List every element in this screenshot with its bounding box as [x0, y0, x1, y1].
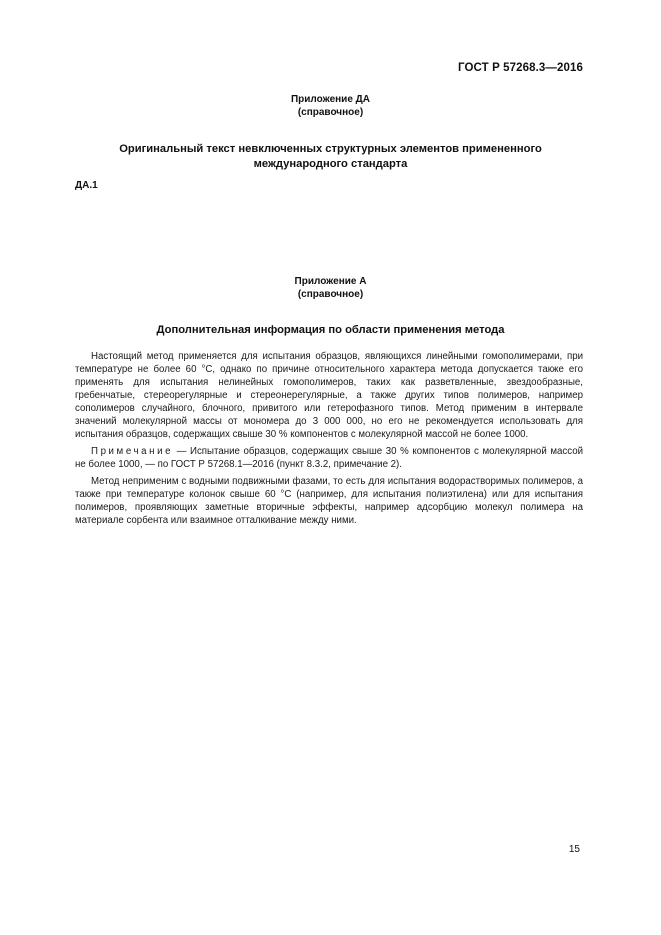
appendix-da-item-label: ДА.1 [75, 180, 98, 191]
appendix-a-body [75, 350, 583, 527]
note-label: Примечание [91, 446, 174, 457]
note-text: — Испытание образцов, содержащих свыше 30 % компонентов с молекулярной массой не более 1000, — по ГОСТ Р 57268.1—2016 (пункт 8.3.2, примечание 2). [75, 446, 583, 470]
appendix-da-title-block [0, 93, 661, 119]
appendix-da-heading [0, 142, 661, 172]
appendix-da-title: Приложение ДА [290, 94, 371, 105]
appendix-a-title-block [0, 275, 661, 301]
appendix-da-heading-line1: Оригинальный текст невключенных структурных элементов примененного [119, 143, 542, 155]
appendix-a-note [75, 445, 583, 471]
appendix-da-heading-line2: международного стандарта [253, 158, 408, 170]
standard-code: ГОСТ Р 57268.3—2016 [458, 62, 583, 74]
page-number: 15 [568, 844, 580, 855]
appendix-a-title: Приложение А [294, 276, 367, 287]
appendix-a-subtitle: (справочное) [297, 289, 364, 300]
appendix-a-paragraph-1: Настоящий метод применяется для испытания образцов, являющихся линейными гомополимерами, при температуре не более 60 °С, однако по причине относительного характера метода допускается также его применять для испытания нелинейных гомополимеров, таких как разветвленные, звездообразные, гребенчатые, стереорегулярные и стереонерегулярные, а также других типов полимеров, например сополимеров случайного, блочного, привитого или гетерофазного типов. Метод применим в интервале значений молекулярной массы от мономера до 3 000 000, но его не рекомендуется использовать для испытания образцов, содержащих свыше 30 % компонентов с молекулярной массой не более 1000. [75, 351, 583, 440]
appendix-a-heading: Дополнительная информация по области применения метода [156, 324, 505, 336]
appendix-da-subtitle: (справочное) [297, 107, 364, 118]
appendix-a-paragraph-2: Метод неприменим с водными подвижными фазами, то есть для испытания водорастворимых полимеров, а также при температуре колонок свыше 60 °С (например, для испытания полиэтилена) или для испытания полимеров, проявляющих заметные вторичные эффекты, например адсорбцию молекул полимера на материале сорбента или взаимное отталкивание между ними. [75, 476, 583, 526]
